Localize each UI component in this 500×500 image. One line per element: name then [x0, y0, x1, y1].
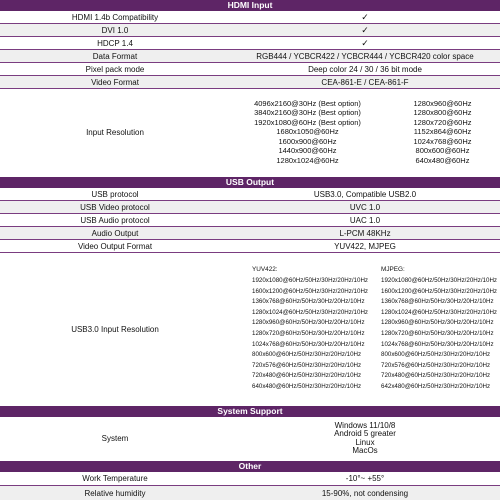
resolution-item: 1920x1080@60Hz/50Hz/30Hz/20Hz/10Hz [252, 277, 369, 285]
resolution-item: 1280x1024@60Hz [276, 155, 339, 165]
row-value: USB3.0, Compatible USB2.0 [313, 189, 417, 199]
row-usb-input-resolution [0, 253, 500, 405]
resolution-item: 1600x900@60Hz [278, 136, 337, 146]
system-item: Windows 11/10/8 [334, 420, 396, 430]
yuv-column [252, 265, 371, 392]
resolution-col-right [385, 99, 500, 166]
resolution-item: 1152x864@60Hz [413, 127, 472, 137]
resolution-item: 1280x720@60Hz [413, 117, 472, 127]
check-icon: ✓ [361, 11, 369, 22]
resolution-item: 800x600@60Hz/50Hz/30Hz/20Hz/10Hz [381, 351, 491, 359]
row-value: CEA-861-E / CEA-861-F [321, 77, 409, 87]
row-video-format [0, 76, 500, 89]
system-item: MacOs [352, 446, 378, 455]
row-value: YUV422, MJPEG [334, 241, 396, 251]
resolution-item: 1024x768@60Hz/50Hz/30Hz/20Hz/10Hz [252, 340, 365, 348]
row-label: System [101, 434, 129, 443]
row-label: USB3.0 Input Resolution [71, 324, 159, 334]
resolution-item: 720x576@60Hz/50Hz/30Hz/20Hz/10Hz [252, 361, 362, 369]
resolution-item: 800x600@60Hz/50Hz/30Hz/20Hz/10Hz [252, 351, 362, 359]
row-value: UVC 1.0 [349, 202, 381, 212]
section-header-other: Other [0, 461, 500, 472]
row-data-format [0, 50, 500, 63]
row-label: Input Resolution [86, 127, 144, 137]
row-value: 15-90%, not condensing [321, 488, 409, 498]
resolution-item: 1440x900@60Hz [278, 146, 337, 156]
row-dvi [0, 24, 500, 37]
row-work-temperature [0, 472, 500, 486]
check-icon: ✓ [361, 24, 369, 35]
resolution-item: 1280x960@60Hz [413, 98, 472, 108]
resolution-item: 1600x1200@60Hz/50Hz/30Hz/20Hz/10Hz [252, 287, 369, 295]
resolution-item: 1600x1200@60Hz/50Hz/30Hz/20Hz/10Hz [381, 287, 498, 295]
section-header-hdmi-input: HDMI Input [0, 0, 500, 11]
mjpeg-header: MJPEG: [381, 266, 405, 274]
resolution-item: 720x480@60Hz/50Hz/30Hz/20Hz/10Hz [252, 372, 362, 380]
system-item: Linux [355, 437, 375, 447]
yuv-header: YUV422: [252, 266, 278, 274]
resolution-item: 1280x800@60Hz [413, 108, 472, 118]
usb-resolution-grid [230, 265, 500, 392]
row-audio-output [0, 227, 500, 240]
row-label: USB Audio protocol [80, 215, 150, 225]
row-system [0, 417, 500, 460]
row-pixel-pack [0, 63, 500, 76]
row-input-resolution [0, 89, 500, 175]
section-header-system-support: System Support [0, 406, 500, 417]
section-header-usb-output: USB Output [0, 177, 500, 188]
row-label: Work Temperature [82, 474, 148, 483]
system-item: Android 5 greater [334, 429, 396, 438]
resolution-item: 1280x960@60Hz/50Hz/30Hz/20Hz/10Hz [252, 319, 365, 327]
resolution-item: 1024x768@60Hz/50Hz/30Hz/20Hz/10Hz [381, 340, 494, 348]
row-label: HDCP 1.4 [97, 38, 133, 48]
resolution-item: 1920x1080@60Hz (Best option) [254, 117, 361, 127]
row-label: Video Format [91, 77, 139, 87]
resolution-item: 1024x768@60Hz [413, 136, 472, 146]
row-video-output-format [0, 240, 500, 253]
resolution-item: 640x480@60Hz/50Hz/30Hz/20Hz/10Hz [252, 382, 362, 390]
resolution-item: 3840x2160@30Hz (Best option) [254, 108, 361, 118]
resolution-item: 1680x1050@60Hz [276, 127, 339, 137]
row-usb-audio-protocol [0, 214, 500, 227]
resolution-item: 720x480@60Hz/50Hz/30Hz/20Hz/10Hz [381, 372, 491, 380]
row-value: RGB444 / YCBCR422 / YCBCR444 / YCBCR420 color space [256, 51, 474, 61]
check-icon: ✓ [361, 37, 369, 48]
row-label: Relative humidity [84, 488, 146, 498]
resolution-item: 4096x2160@30Hz (Best option) [254, 98, 361, 108]
resolution-item: 1280x1024@60Hz/50Hz/30Hz/20Hz/10Hz [381, 308, 498, 316]
row-label: HDMI 1.4b Compatibility [71, 12, 159, 22]
resolution-item: 720x576@60Hz/50Hz/30Hz/20Hz/10Hz [381, 361, 491, 369]
row-hdcp [0, 37, 500, 50]
row-label: DVI 1.0 [101, 25, 129, 35]
resolution-grid [230, 99, 500, 166]
row-usb-video-protocol [0, 201, 500, 214]
row-label: Data Format [92, 51, 138, 61]
mjpeg-column [381, 265, 500, 392]
resolution-item: 1280x720@60Hz/50Hz/30Hz/20Hz/10Hz [381, 330, 494, 337]
resolution-item: 800x600@60Hz [415, 146, 470, 156]
resolution-item: 1360x768@60Hz/50Hz/30Hz/20Hz/10Hz [381, 298, 494, 306]
resolution-item: 642x480@60Hz/50Hz/30Hz/20Hz/10Hz [381, 382, 491, 390]
row-label: USB protocol [91, 189, 139, 199]
resolution-item: 1280x960@60Hz/50Hz/30Hz/20Hz/10Hz [381, 319, 494, 327]
row-relative-humidity [0, 486, 500, 500]
resolution-col-left [250, 99, 365, 166]
resolution-item: 1360x768@60Hz/50Hz/30Hz/20Hz/10Hz [252, 298, 365, 306]
resolution-item: 1280x720@60Hz/50Hz/30Hz/20Hz/10Hz [252, 330, 365, 337]
system-list [230, 422, 500, 456]
resolution-item: 1920x1080@60Hz/50Hz/30Hz/20Hz/10Hz [381, 277, 498, 285]
row-value: UAC 1.0 [349, 215, 381, 225]
row-label: Audio Output [91, 228, 139, 238]
row-label: USB Video protocol [80, 202, 150, 212]
row-label: Pixel pack mode [85, 64, 145, 74]
row-hdmi-compat [0, 11, 500, 24]
row-label: Video Output Format [77, 241, 153, 251]
resolution-item: 640x480@60Hz [415, 155, 470, 165]
row-value: Deep color 24 / 30 / 36 bit mode [308, 64, 422, 74]
resolution-item: 1280x1024@60Hz/50Hz/30Hz/20Hz/10Hz [252, 308, 369, 316]
row-value: L-PCM 48KHz [339, 228, 391, 238]
row-value: -10°~ +55° [345, 474, 385, 483]
row-usb-protocol [0, 188, 500, 201]
